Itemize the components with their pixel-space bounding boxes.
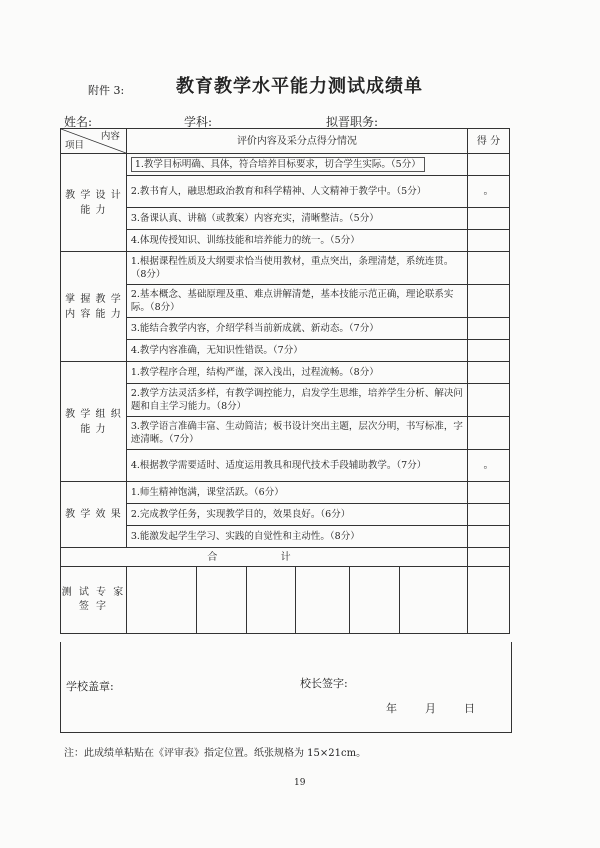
principal-signature-label: 校长签字: bbox=[300, 677, 348, 690]
total-label: 合 计 bbox=[61, 548, 468, 567]
date-line: 年 月 日 bbox=[386, 702, 477, 715]
score-cell[interactable] bbox=[468, 340, 510, 362]
attachment-label: 附件 3: bbox=[88, 84, 125, 97]
category-organization: 教 学 组 织 能 力 bbox=[61, 362, 127, 482]
score-cell[interactable] bbox=[468, 450, 510, 482]
criteria-item: 1.教学程序合理，结构严谨，深入浅出，过程流畅。（8分） bbox=[126, 362, 467, 384]
head-item: 项目 bbox=[65, 140, 85, 151]
signature-cell[interactable] bbox=[196, 567, 246, 634]
category-design: 教 学 设 计 能 力 bbox=[61, 154, 127, 252]
footnote: 注：此成绩单粘贴在《评审表》指定位置。纸张规格为 15×21cm。 bbox=[64, 748, 367, 759]
signature-cell[interactable] bbox=[246, 567, 296, 634]
score-cell[interactable] bbox=[468, 417, 510, 450]
position-label: 拟晋职务: bbox=[326, 115, 379, 129]
score-cell[interactable] bbox=[468, 318, 510, 340]
page-title: 教育教学水平能力测试成绩单 bbox=[176, 76, 423, 97]
signature-cell[interactable] bbox=[400, 567, 468, 634]
score-cell[interactable] bbox=[468, 208, 510, 230]
criteria-item: 3.教学语言准确丰富、生动简洁；板书设计突出主题，层次分明，书写标准，字迹清晰。（7分） bbox=[126, 417, 467, 450]
score-cell[interactable] bbox=[468, 230, 510, 252]
criteria-item: 3.备课认真、讲稿（或教案）内容充实，清晰整洁。（5分） bbox=[126, 208, 467, 230]
score-cell[interactable] bbox=[468, 154, 510, 176]
page-number: 19 bbox=[294, 778, 306, 788]
head-criteria: 评价内容及采分点得分情况 bbox=[126, 129, 467, 154]
school-seal-label: 学校盖章: bbox=[66, 680, 114, 693]
score-cell[interactable] bbox=[468, 504, 510, 526]
score-cell[interactable] bbox=[468, 252, 510, 285]
name-label: 姓名: bbox=[64, 115, 93, 129]
score-cell[interactable] bbox=[468, 362, 510, 384]
score-cell[interactable] bbox=[468, 176, 510, 208]
stray-mark: 。 bbox=[483, 460, 494, 471]
stray-mark: 。 bbox=[483, 186, 494, 197]
category-content: 掌 握 教 学 内 容 能 力 bbox=[61, 252, 127, 362]
criteria-item: 1.教学目标明确、具体，符合培养目标要求，切合学生实际。（5分） bbox=[126, 154, 467, 176]
signature-cell[interactable] bbox=[126, 567, 196, 634]
criteria-item: 2.教书育人，融思想政治教育和科学精神、人文精神于教学中。（5分） bbox=[126, 176, 467, 208]
criteria-item: 2.完成教学任务，实现教学目的，效果良好。（6分） bbox=[126, 504, 467, 526]
category-effect: 教 学 效 果 bbox=[61, 482, 127, 548]
criteria-item: 2.基本概念、基础原理及重、难点讲解清楚，基本技能示范正确，理论联系实际。（8分） bbox=[126, 285, 467, 318]
criteria-item: 4.体现传授知识、训练技能和培养能力的统一。（5分） bbox=[126, 230, 467, 252]
score-cell[interactable] bbox=[468, 384, 510, 417]
head-score: 得 分 bbox=[468, 129, 510, 154]
score-table bbox=[60, 128, 510, 634]
signature-cell[interactable] bbox=[350, 567, 400, 634]
criteria-item: 2.教学方法灵活多样，有教学调控能力，启发学生思维，培养学生分析、解决问题和自主学习能力。（8分） bbox=[126, 384, 467, 417]
total-score-cell[interactable] bbox=[468, 548, 510, 567]
score-cell[interactable] bbox=[468, 526, 510, 548]
subject-label: 学科: bbox=[184, 115, 213, 129]
signoff-frame bbox=[60, 642, 512, 733]
signature-cell[interactable] bbox=[468, 567, 510, 634]
criteria-item: 1.根据课程性质及大纲要求恰当使用教材，重点突出，条理清楚，系统连贯。（8分） bbox=[126, 252, 467, 285]
diagonal-header-cell bbox=[61, 129, 127, 154]
score-cell[interactable] bbox=[468, 285, 510, 318]
criteria-item: 3.能结合教学内容，介绍学科当前新成就、新动态。（7分） bbox=[126, 318, 467, 340]
head-content: 内容 bbox=[100, 131, 120, 142]
signature-cell[interactable] bbox=[296, 567, 350, 634]
criteria-item: 3.能激发起学生学习、实践的自觉性和主动性。（8分） bbox=[126, 526, 467, 548]
score-cell[interactable] bbox=[468, 482, 510, 504]
criteria-item: 4.根据教学需要适时、适度运用教具和现代技术手段辅助教学。（7分） bbox=[126, 450, 467, 482]
criteria-item: 1.师生精神饱满，课堂活跃。（6分） bbox=[126, 482, 467, 504]
criteria-item: 4.教学内容准确，无知识性错误。（7分） bbox=[126, 340, 467, 362]
expert-signature-label: 测 试 专 家 签 字 bbox=[61, 567, 127, 634]
